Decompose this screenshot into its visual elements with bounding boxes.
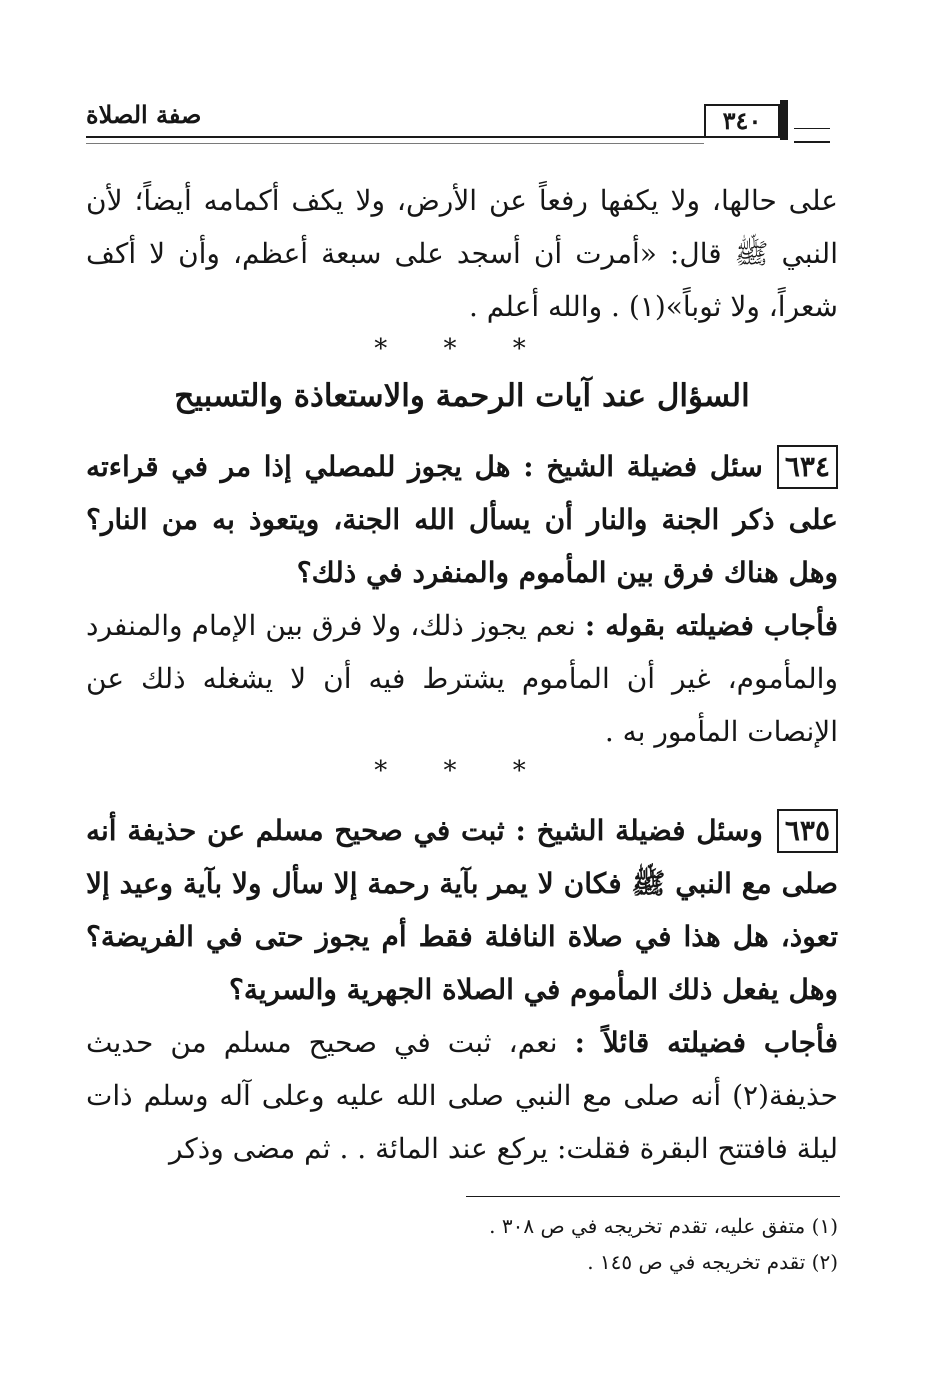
- answer-635-lead: فأجاب فضيلته قائلاً :: [574, 1026, 838, 1059]
- question-634: [86, 440, 838, 758]
- answer-634-body: نعم يجوز ذلك، ولا فرق بين الإمام والمنفرد والمأموم، غير أن المأموم يشترط فيه أن لا يشغله ذلك عن الإنصات المأمور به .: [86, 609, 838, 748]
- question-635-text: [86, 804, 838, 1016]
- answer-635: [86, 1016, 838, 1175]
- question-number-634: ٦٣٤: [777, 445, 838, 489]
- page-header: [86, 96, 830, 154]
- question-635: [86, 804, 838, 1175]
- footnotes: [86, 1208, 838, 1280]
- header-bar-ornament: [780, 100, 788, 140]
- separator-stars-2: * * *: [374, 756, 550, 786]
- separator-stars-1: * * *: [374, 334, 550, 364]
- question-634-body: سئل فضيلة الشيخ : هل يجوز للمصلي إذا مر في قراءته على ذكر الجنة والنار أن يسأل الله الجنة، ويتعوذ به من النار؟ وهل هناك فرق بين المأموم والمنفرد في ذلك؟: [86, 450, 838, 589]
- footnote-2: (٢) تقدم تخريجه في ص ١٤٥ .: [587, 1250, 838, 1274]
- question-634-text: [86, 440, 838, 599]
- section-heading: السؤال عند آيات الرحمة والاستعاذة والتسبيح: [174, 378, 750, 414]
- footnote-rule: [466, 1196, 840, 1197]
- question-635-body: وسئل فضيلة الشيخ : ثبت في صحيح مسلم عن حذيفة أنه صلى مع النبي ﷺ فكان لا يمر بآية رحمة إلا سأل ولا بآية وعيد إلا تعوذ، هل هذا في صلاة النافلة فقط أم يجوز حتى في الفريضة؟ وهل يفعل ذلك المأموم في الصلاة الجهرية والسرية؟: [86, 814, 838, 1006]
- footnote-1: (١) متفق عليه، تقدم تخريجه في ص ٣٠٨ .: [489, 1214, 838, 1238]
- header-rule-short: [794, 128, 830, 143]
- answer-634-lead: فأجاب فضيلته بقوله :: [584, 609, 838, 642]
- answer-635-body: نعم، ثبت في صحيح مسلم من حديث حذيفة(٢) أنه صلى مع النبي صلى الله عليه وعلى آله وسلم ذات ليلة فافتتح البقرة فقلت: يركع عند المائة . . ثم مضى وذكر: [86, 1026, 838, 1165]
- answer-634: [86, 599, 838, 758]
- book-title: صفة الصلاة: [86, 100, 202, 129]
- header-rule: [86, 136, 704, 144]
- question-number-635: ٦٣٥: [777, 809, 838, 853]
- page-number: ٣٤٠: [704, 104, 780, 138]
- intro-text: على حالها، ولا يكفها رفعاً عن الأرض، ولا يكف أكمامه أيضاً؛ لأن النبي ﷺ قال: «أمرت أن أسجد على سبعة أعظم، وأن لا أكف شعراً، ولا ثوباً»(١) . والله أعلم .: [86, 184, 838, 323]
- intro-paragraph: [86, 174, 838, 333]
